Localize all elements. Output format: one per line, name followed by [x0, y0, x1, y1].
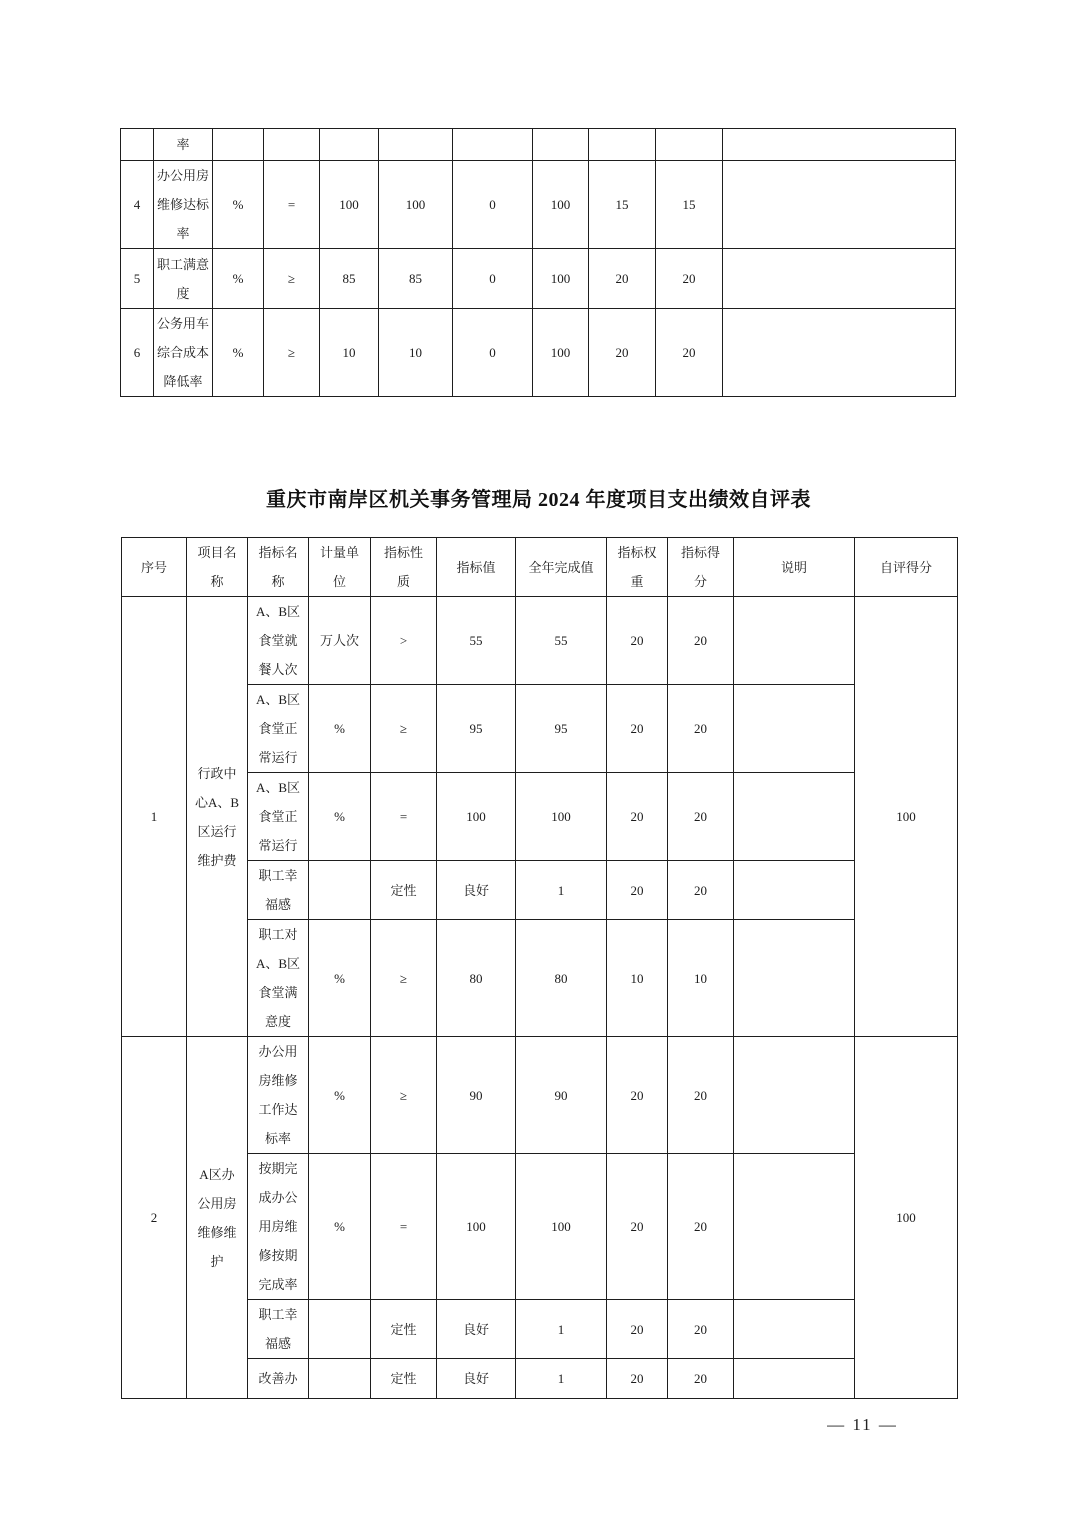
cell-value: 0: [453, 309, 533, 397]
cell-actual: 90: [516, 1037, 607, 1154]
header-target-value: 指标值: [437, 538, 516, 597]
cell-note: [723, 249, 956, 309]
cell-serial: [121, 129, 154, 161]
cell-note: [734, 1300, 855, 1359]
cell-actual: 85: [379, 249, 453, 309]
cell-weight: 20: [607, 1154, 668, 1300]
table-row: [122, 773, 958, 861]
cell-actual: 1: [516, 1359, 607, 1399]
cell-nature: >: [371, 597, 437, 685]
cell-value: 100: [533, 161, 589, 249]
cell-actual: 1: [516, 861, 607, 920]
header-self-score: 自评得分: [855, 538, 958, 597]
cell-weight: 20: [607, 685, 668, 773]
cell-weight: 20: [607, 1300, 668, 1359]
cell-nature: ≥: [371, 685, 437, 773]
cell-nature: =: [371, 1154, 437, 1300]
cell-note: [723, 129, 956, 161]
header-weight: 指标权重: [607, 538, 668, 597]
cell-score: 15: [656, 161, 723, 249]
cell-unit: %: [213, 249, 264, 309]
cell-target: 95: [437, 685, 516, 773]
cell-actual: 55: [516, 597, 607, 685]
cell-score: 20: [668, 773, 734, 861]
cell-indicator-name: 职工满意度: [154, 249, 213, 309]
cell-target: 10: [320, 309, 379, 397]
header-score: 指标得分: [668, 538, 734, 597]
header-unit: 计量单位: [309, 538, 371, 597]
cell-indicator-name-fragment: 率: [154, 129, 213, 161]
table-row: [122, 1037, 958, 1154]
cell-nature: ≥: [264, 309, 320, 397]
cell-nature: =: [264, 161, 320, 249]
table-row: [122, 597, 958, 685]
cell-weight: 20: [589, 309, 656, 397]
cell-score: 20: [668, 861, 734, 920]
cell-weight: 20: [607, 861, 668, 920]
cell-note: [734, 1037, 855, 1154]
cell-indicator-name: 职工幸福感: [248, 1300, 309, 1359]
cell-unit: %: [309, 773, 371, 861]
cell-indicator-name: 按期完成办公用房维修按期完成率: [248, 1154, 309, 1300]
cell-serial: 2: [122, 1037, 187, 1399]
cell-target: 100: [437, 1154, 516, 1300]
cell-weight: 10: [607, 920, 668, 1037]
cell-unit: 万人次: [309, 597, 371, 685]
header-project-name: 项目名称: [187, 538, 248, 597]
cell-actual: 100: [516, 1154, 607, 1300]
carryover-performance-table: [120, 128, 956, 397]
cell-target: 100: [437, 773, 516, 861]
header-indicator-name: 指标名称: [248, 538, 309, 597]
cell-weight: [589, 129, 656, 161]
cell-indicator-name: A、B区食堂正常运行: [248, 773, 309, 861]
cell-note: [734, 1154, 855, 1300]
cell-nature: ≥: [371, 920, 437, 1037]
cell-target: 良好: [437, 1300, 516, 1359]
cell-note: [734, 597, 855, 685]
cell-nature: ≥: [264, 249, 320, 309]
cell-nature: 定性: [371, 1359, 437, 1399]
cell-serial: 6: [121, 309, 154, 397]
cell-indicator-name: 改善办: [248, 1359, 309, 1399]
table-row: [121, 309, 956, 397]
cell-indicator-name: 职工幸福感: [248, 861, 309, 920]
cell-actual: 95: [516, 685, 607, 773]
cell-note: [734, 920, 855, 1037]
cell-target: 良好: [437, 1359, 516, 1399]
cell-nature: 定性: [371, 1300, 437, 1359]
cell-score: 20: [668, 597, 734, 685]
cell-serial: 5: [121, 249, 154, 309]
cell-self-score: 100: [855, 1037, 958, 1399]
cell-score: 20: [668, 1359, 734, 1399]
cell-actual: [379, 129, 453, 161]
cell-note: [723, 161, 956, 249]
cell-value: 0: [453, 249, 533, 309]
cell-indicator-name: 办公用房维修工作达标率: [248, 1037, 309, 1154]
cell-project-name: A区办公用房维修维护: [187, 1037, 248, 1399]
table-row: [122, 920, 958, 1037]
cell-weight: 20: [607, 1359, 668, 1399]
cell-indicator-name: A、B区食堂就餐人次: [248, 597, 309, 685]
cell-value: 100: [533, 309, 589, 397]
cell-target: [320, 129, 379, 161]
cell-indicator-name: 公务用车综合成本降低率: [154, 309, 213, 397]
cell-value: [453, 129, 533, 161]
cell-score: 20: [668, 1154, 734, 1300]
cell-actual: 100: [379, 161, 453, 249]
project-performance-table: [121, 537, 958, 1399]
cell-score: 20: [668, 685, 734, 773]
cell-indicator-name: 职工对A、B区食堂满意度: [248, 920, 309, 1037]
cell-weight: 20: [607, 597, 668, 685]
cell-score: [656, 129, 723, 161]
cell-target: 55: [437, 597, 516, 685]
cell-serial: 1: [122, 597, 187, 1037]
cell-target: 80: [437, 920, 516, 1037]
table-row: [122, 861, 958, 920]
cell-unit: %: [213, 309, 264, 397]
table-row: [121, 249, 956, 309]
cell-note: [734, 685, 855, 773]
table-row-carryover: [121, 129, 956, 161]
cell-value: [533, 129, 589, 161]
page-title: 重庆市南岸区机关事务管理局 2024 年度项目支出绩效自评表: [266, 489, 811, 511]
table-row: [122, 1154, 958, 1300]
table-row-truncated: [122, 1359, 958, 1399]
cell-weight: 20: [607, 773, 668, 861]
cell-nature: 定性: [371, 861, 437, 920]
cell-note: [723, 309, 956, 397]
cell-project-name: 行政中心A、B区运行维护费: [187, 597, 248, 1037]
cell-unit: %: [213, 161, 264, 249]
cell-target: 良好: [437, 861, 516, 920]
cell-score: 20: [668, 1300, 734, 1359]
cell-weight: 20: [589, 249, 656, 309]
cell-nature: ≥: [371, 1037, 437, 1154]
cell-score: 20: [668, 1037, 734, 1154]
page-number: — 11 —: [827, 1415, 898, 1434]
cell-nature: =: [371, 773, 437, 861]
header-actual-value: 全年完成值: [516, 538, 607, 597]
cell-weight: 20: [607, 1037, 668, 1154]
cell-actual: 100: [516, 773, 607, 861]
cell-actual: 1: [516, 1300, 607, 1359]
cell-nature: [264, 129, 320, 161]
cell-score: 10: [668, 920, 734, 1037]
cell-actual: 80: [516, 920, 607, 1037]
cell-unit: %: [309, 920, 371, 1037]
table-row: [122, 1300, 958, 1359]
header-note: 说明: [734, 538, 855, 597]
cell-note: [734, 861, 855, 920]
cell-unit: %: [309, 1037, 371, 1154]
table-header-row: [122, 538, 958, 597]
cell-unit: [309, 861, 371, 920]
cell-unit: [309, 1300, 371, 1359]
header-nature: 指标性质: [371, 538, 437, 597]
cell-target: 90: [437, 1037, 516, 1154]
cell-target: 85: [320, 249, 379, 309]
cell-actual: 10: [379, 309, 453, 397]
cell-note: [734, 773, 855, 861]
cell-value: 100: [533, 249, 589, 309]
cell-score: 20: [656, 309, 723, 397]
cell-unit: %: [309, 1154, 371, 1300]
cell-serial: 4: [121, 161, 154, 249]
cell-value: 0: [453, 161, 533, 249]
cell-indicator-name: 办公用房维修达标率: [154, 161, 213, 249]
cell-unit: [309, 1359, 371, 1399]
cell-unit: [213, 129, 264, 161]
cell-weight: 15: [589, 161, 656, 249]
cell-self-score: 100: [855, 597, 958, 1037]
cell-note: [734, 1359, 855, 1399]
cell-unit: %: [309, 685, 371, 773]
table-row: [122, 685, 958, 773]
header-serial: 序号: [122, 538, 187, 597]
cell-indicator-name: A、B区食堂正常运行: [248, 685, 309, 773]
cell-target: 100: [320, 161, 379, 249]
cell-score: 20: [656, 249, 723, 309]
table-row: [121, 161, 956, 249]
